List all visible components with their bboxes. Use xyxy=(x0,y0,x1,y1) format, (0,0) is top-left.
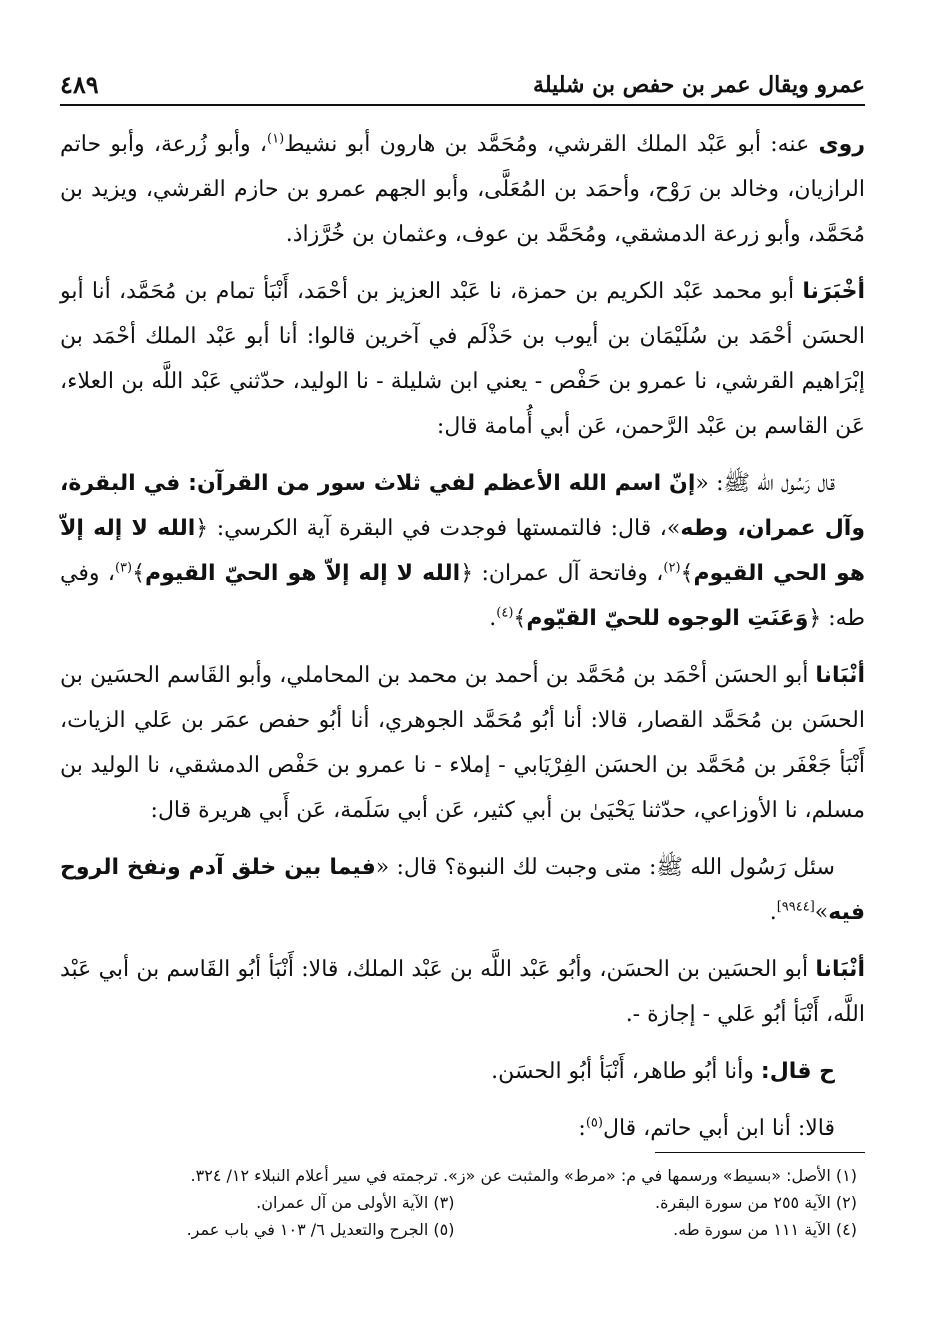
paragraph-text: أبو الحسَن أحْمَد بن مُحَمَّد بن أحمد بن محمد بن المحاملي، وأبو القَاسم الحسَين بن الحسَن بن مُحَمَّد القصار، قالا: أنا أبُو مُحَمَّد الجوهري، أنا أبُو حفص عمَر بن عَلي الزيات، أَنْبَأ جَعْفَر بن مُحَمَّد بن الحسَن الفِرْيَابي - إملاء - نا عمرو بن حَفْص الدمشقي، نا الوليد بن مسلم، نا الأوزاعي، حدّثنا يَحْيَىٰ بن أبي كثير، عَن أبي سَلَمة، عَن أَبي هريرة قال: xyxy=(60,663,865,823)
paragraph-hadith-2 xyxy=(60,845,865,935)
paragraph-text: . xyxy=(769,900,777,925)
page-number: ٤٨٩ xyxy=(60,70,99,99)
paragraph-isnad-5 xyxy=(60,1106,865,1151)
footnote-5: (٥) الجرح والتعديل ٦/ ١٠٣ في باب عمر. xyxy=(186,1220,455,1239)
paragraph-text: . xyxy=(489,606,497,631)
footnote-row xyxy=(60,1189,865,1216)
hadith-number: [٩٩٤٤] xyxy=(776,899,815,915)
footnote-ref-3: (٣) xyxy=(114,560,133,576)
quran-verse: الله لا إله إلاّ هو الحي القيوم xyxy=(60,516,865,586)
quran-verse: وَعَنَتِ الوجوه للحيّ القيّوم xyxy=(526,606,809,631)
paragraph-isnad-1 xyxy=(60,269,865,449)
hadith-text: فيما بين خلق آدم ونفخ الروح فيه xyxy=(60,855,865,925)
paragraph-text: »، قال: فالتمستها فوجدت في البقرة آية الكرسي: ﴿ xyxy=(195,516,681,541)
paragraph-text: قالا: أنا ابن أبي حاتم، قال xyxy=(602,1116,835,1141)
quran-verse: الله لا إله إلاّ هو الحيّ القيوم xyxy=(144,561,461,586)
paragraph-text: ﴾ xyxy=(680,561,694,586)
paragraph-text: وأنا أبُو طاهر، أَنْبَأ أبُو الحسَن. xyxy=(491,1059,761,1084)
section-label: ح قال: xyxy=(760,1059,835,1084)
footnote-ref-4: (٤) xyxy=(496,605,514,621)
footnote-ref-2: (٢) xyxy=(663,560,681,576)
paragraph-isnad-4 xyxy=(60,1049,865,1094)
paragraph-isnad-3 xyxy=(60,947,865,1037)
paragraph-text: عنه: أبو عَبْد الملك القرشي، ومُحَمَّد بن هارون أبو نشيط xyxy=(284,132,819,157)
hadith-text: إنّ اسم الله الأعظم لفي ثلاث سور من القرآن: في البقرة، وآل عمران، وطه xyxy=(60,471,866,541)
section-label: أنْبَانا xyxy=(815,663,865,688)
footnote-ref-1: (١) xyxy=(267,131,285,147)
footnote-1: (١) الأصل: «بسيط» ورسمها في م: «مرط» والمثبت عن «ز». ترجمته في سير أعلام النبلاء ١٢/ ٣٢٤. xyxy=(190,1166,857,1185)
paragraph-text: ، وأبو زُرعة، وأبو حاتم الرازيان، وخالد بن رَوْح، وأحمَد بن المُعَلَّى، وأبو الجهم عمرو بن حازم القرشي، ويزيد بن مُحَمَّد، وأبو زرعة الدمشقي، ومُحَمَّد بن عوف، وعثمان بن خُرَّزاذ. xyxy=(60,132,865,247)
section-label: أنْبَانا xyxy=(815,957,865,982)
paragraph-text: ، وفي طه: ﴿ xyxy=(60,561,865,631)
paragraph-isnad-2 xyxy=(60,653,865,833)
paragraph-text: : xyxy=(578,1116,586,1141)
footnote-divider xyxy=(655,1152,865,1153)
paragraph-text: أبو محمد عَبْد الكريم بن حمزة، نا عَبْد العزيز بن أحْمَد، أَنْبَأ تمام بن مُحَمَّد، أنا أبو الحسَن أحْمَد بن سُلَيْمَان بن أيوب بن حَذْلَم في آخرين قالوا: أنا أبو عَبْد الملك أحْمَد بن إبْرَاهيم القرشي، نا عمرو بن حَفْص - يعني ابن شليلة - نا الوليد، حدّثني عَبْد اللَّه بن العلاء، عَن القاسم بن عَبْد الرَّحمن، عَن أبي أُمامة قال: xyxy=(60,279,865,439)
paragraph-text: ﴾ xyxy=(513,606,527,631)
paragraph-text: » xyxy=(814,900,829,925)
section-label: روى xyxy=(818,132,865,157)
footnotes xyxy=(60,1162,865,1243)
footnote-row xyxy=(60,1216,865,1243)
page-header xyxy=(60,58,865,106)
paragraph-text: ، وفاتحة آل عمران: ﴿ xyxy=(460,561,664,586)
paragraph-hadith-1 xyxy=(60,461,865,641)
footnote-2: (٢) الآية ٢٥٥ من سورة البقرة. xyxy=(655,1193,857,1212)
footnote-3: (٣) الآية الأولى من آل عمران. xyxy=(256,1193,455,1212)
paragraph-text: أبو الحسَين بن الحسَن، وأبُو عَبْد اللَّه بن عَبْد الملك، قالا: أَنْبَأ أبُو القَاسم بن أبي عَبْد اللَّه، أَنْبَأ أبُو عَلي - إجازة -. xyxy=(60,957,865,1027)
paragraph-text: ﴾ xyxy=(132,561,145,586)
section-label: أخْبَرَنا xyxy=(802,279,865,304)
paragraph-text: قال رَسُول الله ﷺ: « xyxy=(695,471,835,496)
running-title: عمرو ويقال عمر بن حفص بن شليلة xyxy=(533,72,865,98)
paragraph-text: سئل رَسُول الله ﷺ: متى وجبت لك النبوة؟ قال: « xyxy=(375,855,835,880)
footnote-4: (٤) الآية ١١١ من سورة طه. xyxy=(673,1220,857,1239)
main-text xyxy=(60,122,865,1163)
paragraph-narrators xyxy=(60,122,865,257)
footnote-ref-5: (٥) xyxy=(585,1115,603,1131)
